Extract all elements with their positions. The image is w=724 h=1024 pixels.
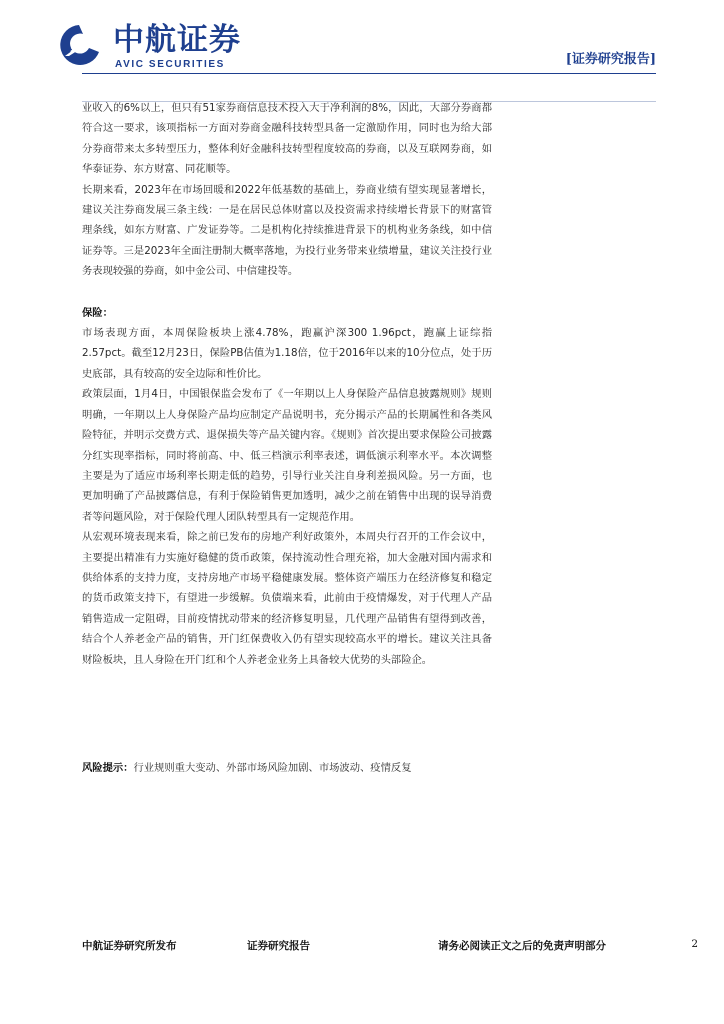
risk-text: 行业规则重大变动、外部市场风险加剧、市场波动、疫情反复	[133, 762, 412, 774]
report-type-tag: [证券研究报告]	[565, 52, 656, 67]
logo-chinese-name: 中航证券	[113, 22, 241, 58]
footer-report-type: 证券研究报告	[247, 940, 310, 952]
logo-english-name: AVIC SECURITIES	[115, 59, 225, 70]
risk-warning	[82, 758, 502, 778]
body-paragraph: 政策层面，1月4日，中国银保监会发布了《一年期以上人身保险产品信息披露规则》规则明确，一年期以上人身保险产品均应制定产品说明书，充分揭示产品的长期属性和各类风险特征，并明示交费方式、退保损失等产品关键内容。《规则》首次提出要求保险公司披露分红实现率指标，同时将前高、中、低三档演示利率表述，调低演示利率水平。本次调整主要是为了适应市场利率长期走低的趋势，引导行业关注自身利差损风险。另一方面，也更加明确了产品披露信息，有利于保险销售更加透明，减少之前在销售中出现的误导消费者等问题风险，对于保险代理人团队转型具有一定规范作用。	[82, 388, 492, 523]
body-paragraph: 市场表现方面，本周保险板块上涨4.78%，跑赢沪深300 1.96pct，跑赢上证综指2.57pct。截至12月23日，保险PB估值为1.18倍，位于2016年以来的10分位点，处于历史底部，具有较高的安全边际和性价比。	[82, 327, 492, 380]
page-footer	[82, 938, 698, 956]
body-paragraph: 业收入的6%以上，但只有51家券商信息技术投入大于净利润的8%，因此，大部分券商都符合这一要求，该项指标一方面对券商金融科技转型具备一定激励作用，同时也为给大部分券商带来太多转型压力，整体利好金融科技转型程度较高的券商，以及互联网券商，如华泰证券、东方财富、同花顺等。	[82, 102, 492, 176]
section-heading-insurance: 保险：	[82, 306, 113, 319]
page-number: 2	[691, 938, 698, 950]
report-body	[82, 98, 492, 670]
footer-disclaimer: 请务必阅读正文之后的免责声明部分	[438, 940, 606, 952]
section-gap	[82, 282, 492, 303]
logo-badge-text: AVIC	[71, 45, 85, 51]
avic-logo-icon	[55, 22, 103, 66]
footer-publisher: 中航证券研究所发布	[82, 940, 177, 952]
header-divider	[82, 73, 656, 74]
body-paragraph: 长期来看，2023年在市场回暖和2022年低基数的基础上，券商业绩有望实现显著增长，建议关注券商发展三条主线：一是在居民总体财富以及投资需求持续增长背景下的财富管理条线，如东方财富、广发证券等。二是机构化持续推进背景下的机构业务条线，如中信证券等。三是2023年全面注册制大概率落地，为投行业务带来业绩增量，建议关注投行业务表现较强的券商，如中金公司、中信建投等。	[82, 183, 492, 278]
risk-label: 风险提示：	[82, 762, 134, 774]
body-paragraph: 从宏观环境表现来看，除之前已发布的房地产利好政策外，本周央行召开的工作会议中，主要提出精准有力实施好稳健的货币政策，保持流动性合理充裕，加大金融对国内需求和供给体系的支持力度，支持房地产市场平稳健康发展。整体资产端压力在经济修复和稳定的货币政策支持下，有望进一步缓解。负债端来看，此前由于疫情爆发，对于代理人产品销售造成一定阻碍，目前疫情扰动带来的经济修复明显，几代理产品销售有望得到改善，结合个人养老金产品的销售，开门红保费收入仍有望实现较高水平的增长。建议关注具备财险板块，且人身险在开门红和个人养老金业务上具备较大优势的头部险企。	[82, 531, 492, 666]
